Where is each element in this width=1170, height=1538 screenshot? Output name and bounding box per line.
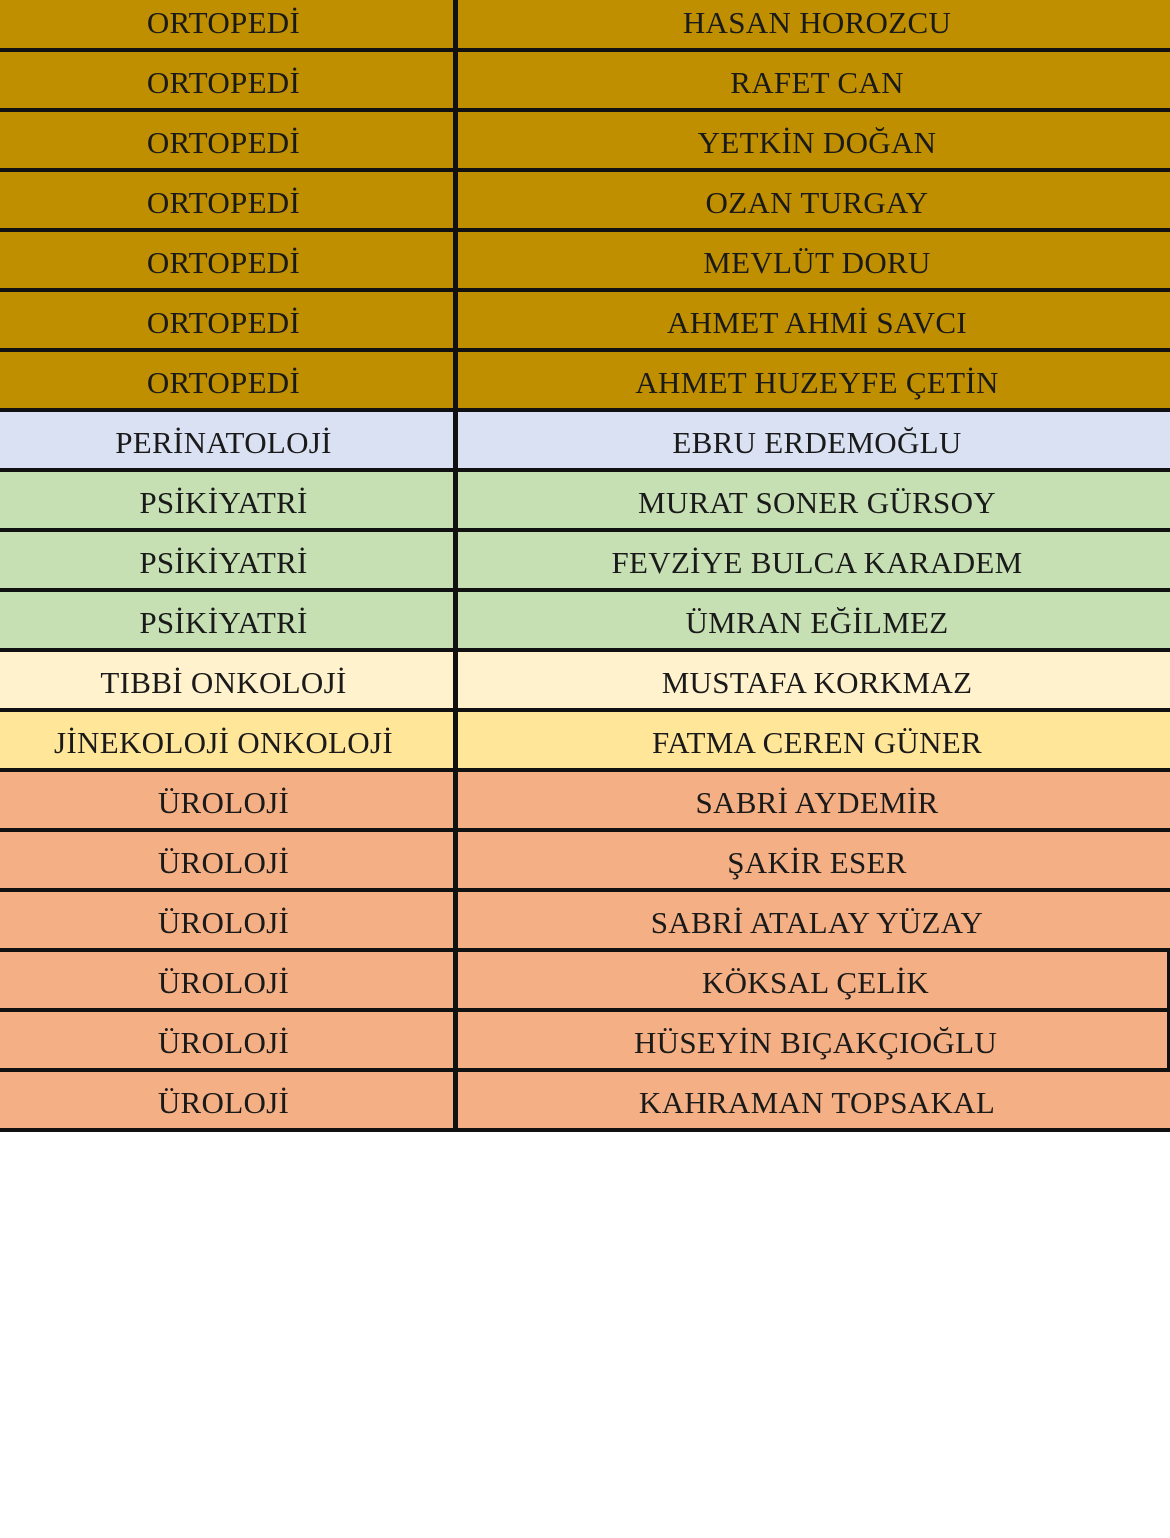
doctor-name-cell: MURAT SONER GÜRSOY [638,485,996,520]
table-row [0,292,1170,352]
doctor-name-cell: ŞAKİR ESER [727,845,907,880]
department-cell: ÜROLOJİ [0,772,458,828]
department-cell: ORTOPEDİ [0,352,458,408]
department-cell: ÜROLOJİ [0,952,458,1008]
table-row [0,532,1170,592]
department-cell: TIBBİ ONKOLOJİ [0,652,458,708]
doctor-name-cell: ÜMRAN EĞİLMEZ [685,605,949,640]
table-row [0,352,1170,412]
table-row [0,112,1170,172]
department-cell: ORTOPEDİ [0,232,458,288]
table-row [0,232,1170,292]
table-row [0,592,1170,652]
department-cell: PSİKİYATRİ [0,472,458,528]
table-row [0,412,1170,472]
department-cell: PERİNATOLOJİ [0,412,458,468]
table-row [0,1072,1170,1132]
table-row [0,772,1170,832]
department-cell: ÜROLOJİ [0,832,458,888]
table-row [0,52,1170,112]
department-cell: ÜROLOJİ [0,892,458,948]
table-row [0,472,1170,532]
doctor-name-cell: MEVLÜT DORU [703,245,931,280]
department-cell: ÜROLOJİ [0,1012,458,1068]
table-row [0,652,1170,712]
table-row [0,952,1170,1012]
doctor-name-cell: HASAN HOROZCU [682,5,952,40]
department-cell: ORTOPEDİ [0,172,458,228]
doctor-name-cell: MUSTAFA KORKMAZ [661,665,973,700]
doctor-name-cell: AHMET HUZEYFE ÇETİN [635,365,999,400]
blank-area [0,1132,1170,1538]
doctor-name-cell: FEVZİYE BULCA KARADEM [611,545,1023,580]
department-cell: ORTOPEDİ [0,292,458,348]
doctor-name-cell: YETKİN DOĞAN [697,125,937,160]
department-cell: ORTOPEDİ [0,52,458,108]
doctor-name-cell: AHMET AHMİ SAVCI [667,305,967,340]
doctor-name-cell: SABRİ AYDEMİR [695,785,939,820]
doctor-name-cell: KAHRAMAN TOPSAKAL [638,1085,996,1120]
table-row [0,832,1170,892]
doctor-name-cell: KÖKSAL ÇELİK [458,952,1170,1008]
department-cell: ORTOPEDİ [0,112,458,168]
department-cell: PSİKİYATRİ [0,592,458,648]
doctor-name-cell: FATMA CEREN GÜNER [651,725,983,760]
table-row [0,0,1170,52]
doctor-name-cell: SABRİ ATALAY YÜZAY [650,905,984,940]
table-row [0,712,1170,772]
doctor-name-cell: EBRU ERDEMOĞLU [672,425,962,460]
table-row [0,172,1170,232]
table-row [0,1012,1170,1072]
doctor-name-cell: OZAN TURGAY [705,185,929,220]
department-cell: ORTOPEDİ [0,0,458,48]
doctor-name-cell: HÜSEYİN BIÇAKÇIOĞLU [458,1012,1170,1068]
department-cell: PSİKİYATRİ [0,532,458,588]
department-cell: ÜROLOJİ [0,1072,458,1128]
doctor-name-cell: RAFET CAN [730,65,904,100]
table-row [0,892,1170,952]
department-cell: JİNEKOLOJİ ONKOLOJİ [0,712,458,768]
